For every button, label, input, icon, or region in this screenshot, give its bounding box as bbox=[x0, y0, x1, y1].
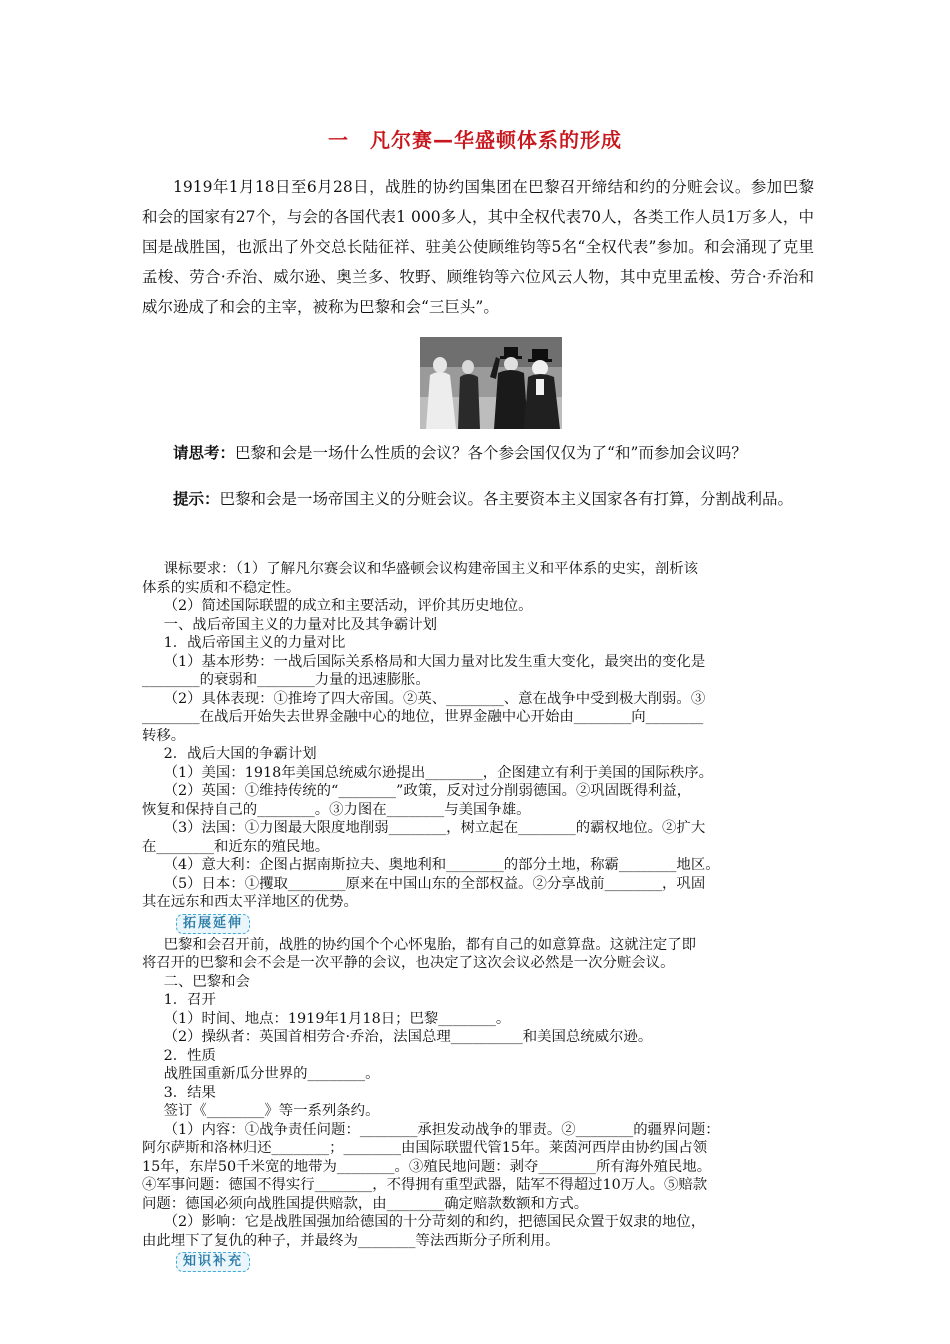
think-question bbox=[142, 438, 814, 468]
knowledge-supplement-tag: 知识补充 bbox=[176, 1252, 250, 1272]
text-line: （3）法国：①力图最大限度地削弱________，树立起在________的霸权地位。②扩大 bbox=[163, 820, 706, 836]
text-line: （1）内容：①战争责任问题：________承担发动战争的罪责。②________的疆界问题： bbox=[163, 1121, 720, 1138]
text-line: 课标要求：（1）了解凡尔赛会议和华盛顿会议构建帝国主义和平体系的史实，剖析该 bbox=[163, 561, 699, 577]
text-line: 体系的实质和不稳定性。 bbox=[142, 579, 301, 596]
text-line: 问题：德国必须向战胜国提供赔款，由________确定赔款数额和方式。 bbox=[142, 1195, 589, 1212]
subsection-heading: 2．性质 bbox=[163, 1047, 216, 1064]
text-line: 恢复和保持自己的________。③力图在________与美国争雄。 bbox=[142, 801, 531, 818]
hint-label: 提示： bbox=[173, 490, 220, 508]
think-label: 请思考： bbox=[173, 444, 236, 462]
subsection-heading: 2．战后大国的争霸计划 bbox=[163, 746, 317, 762]
hint-text: 巴黎和会是一场帝国主义的分赃会议。各主要资本主义国家各有打算，分割战利品。 bbox=[219, 490, 794, 508]
text-line: （2）英国：①维持传统的“________”政策，反对过分削弱德国。②巩固既得利益， bbox=[163, 783, 692, 799]
text-line: （2）影响：它是战胜国强加给德国的十分苛刻的和约，把德国民众置于奴隶的地位， bbox=[163, 1214, 706, 1230]
text-line: ________的衰弱和________力量的迅速膨胀。 bbox=[142, 672, 430, 688]
text-line: ④军事问题：德国不得实行________，不得拥有重型武器，陆军不得超过10万人。⑤赔款 bbox=[142, 1177, 708, 1193]
text-line: （2）操纵者：英国首相劳合·乔治，法国总理__________和美国总统威尔逊。 bbox=[163, 1029, 653, 1045]
subsection-heading: 3．结果 bbox=[163, 1084, 216, 1101]
extension-tag: 拓展延伸 bbox=[176, 914, 250, 934]
text-line: 巴黎和会召开前，战胜的协约国个个心怀鬼胎，都有自己的如意算盘。这就注定了即 bbox=[163, 936, 697, 953]
extension-tag-row bbox=[142, 912, 814, 936]
text-line: 15年，东岸50千米宽的地带为________。③殖民地问题：剥夺________所有海外殖民地。 bbox=[142, 1158, 712, 1175]
page-title: 一 凡尔赛—华盛顿体系的形成 bbox=[328, 128, 622, 152]
text-line: （2）简述国际联盟的成立和主要活动，评价其历史地位。 bbox=[163, 598, 533, 614]
subsection-heading: 1．召开 bbox=[163, 992, 216, 1008]
section-heading: 一、战后帝国主义的力量对比及其争霸计划 bbox=[163, 616, 438, 633]
text-line: 战胜国重新瓜分世界的________。 bbox=[163, 1066, 380, 1082]
text-line: 将召开的巴黎和会不会是一次平静的会议，也决定了这次会议必然是一次分赃会议。 bbox=[142, 955, 675, 971]
think-text: 巴黎和会是一场什么性质的会议？各个参会国仅仅为了“和”而参加会议吗？ bbox=[235, 444, 747, 462]
text-line: （5）日本：①攫取________原来在中国山东的全部权益。②分享战前________，巩固 bbox=[163, 875, 706, 892]
text-line: 阿尔萨斯和洛林归还________；________由国际联盟代管15年。莱茵河西岸由协约国占领 bbox=[142, 1140, 708, 1156]
text-line: 在________和近东的殖民地。 bbox=[142, 838, 330, 855]
hint-answer bbox=[142, 484, 814, 514]
text-line: 其在远东和西太平洋地区的优势。 bbox=[142, 894, 358, 910]
subsection-heading: 1．战后帝国主义的力量对比 bbox=[163, 635, 346, 651]
text-line: （2）具体表现：①推垮了四大帝国。②英、________、意在战争中受到极大削弱。③ bbox=[163, 690, 706, 707]
historical-photo bbox=[420, 337, 562, 429]
knowledge-tag-row bbox=[142, 1250, 814, 1274]
section-heading: 二、巴黎和会 bbox=[163, 973, 250, 990]
text-line: 由此埋下了复仇的种子，并最终为________等法西斯分子所利用。 bbox=[142, 1232, 560, 1249]
text-line: （1）美国：1918年美国总统威尔逊提出________，企图建立有利于美国的国际秩序。 bbox=[163, 764, 714, 781]
intro-paragraph: 1919年1月18日至6月28日，战胜的协约国集团在巴黎召开缔结和约的分赃会议。参加巴黎和会的国家有27个，与会的各国代表1 000多人，其中全权代表70人，各类工作人员1万多人，中国是战胜国，也派出了外交总长陆征祥、驻美公使顾维钧等5名“全权代表”参加。和会涌现了克里孟梭、劳合·乔治、威尔逊、奥兰多、牧野、顾维钧等六位风云人物，其中克里孟梭、劳合·乔治和威尔逊成了和会的主宰，被称为巴黎和会“三巨头”。 bbox=[142, 178, 814, 316]
text-line: 转移。 bbox=[142, 727, 186, 744]
text-line: （1）基本形势：一战后国际关系格局和大国力量对比发生重大变化，最突出的变化是 bbox=[163, 653, 706, 670]
text-line: （4）意大利：企图占据南斯拉夫、奥地利和________的部分土地，称霸________地区。 bbox=[163, 857, 720, 873]
text-line: ________在战后开始失去世界金融中心的地位，世界金融中心开始由________向________ bbox=[142, 709, 704, 725]
intro-paragraph-block bbox=[142, 172, 814, 322]
text-line: 签订《________》等一系列条约。 bbox=[163, 1103, 380, 1119]
text-line: （1）时间、地点：1919年1月18日；巴黎________。 bbox=[163, 1010, 511, 1027]
photo-three-leaders-illustration bbox=[420, 337, 562, 429]
study-notes-body bbox=[142, 560, 814, 1274]
